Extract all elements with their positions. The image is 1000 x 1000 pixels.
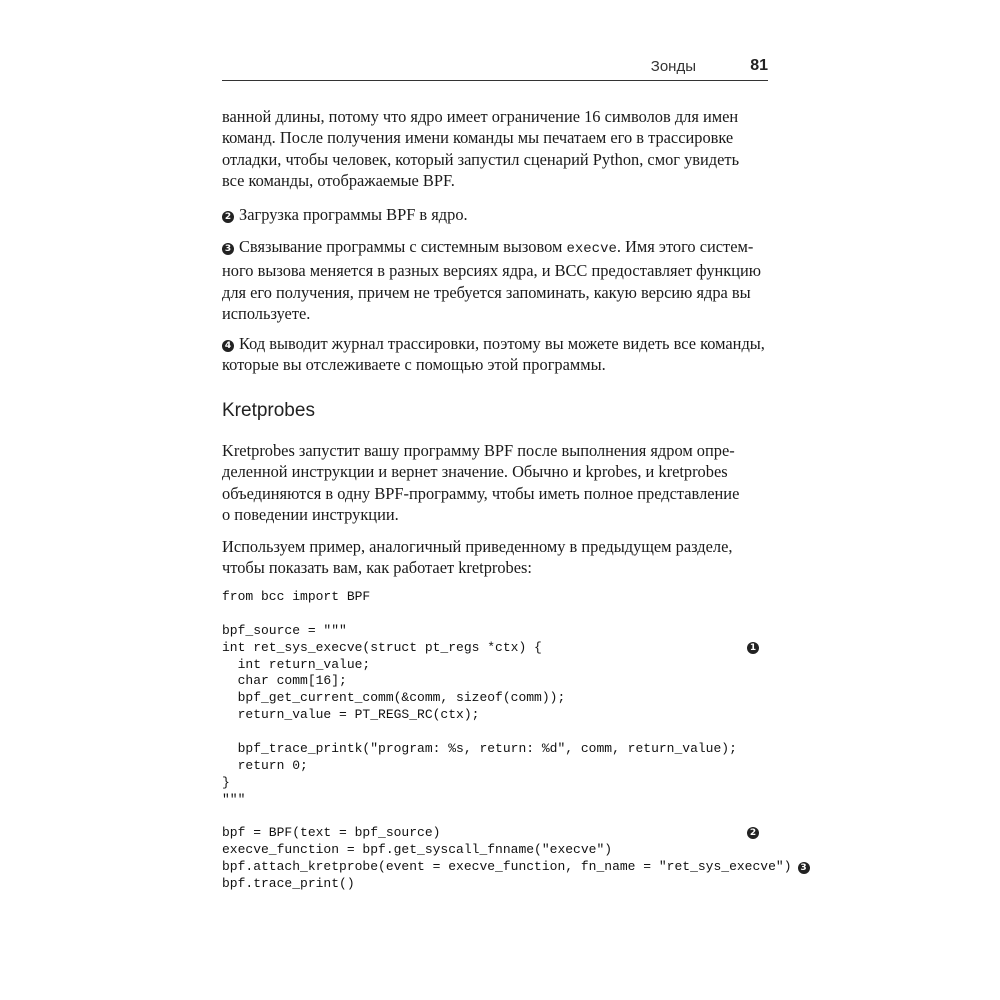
note-text: которые вы отслеживаете с помощью этой программы. bbox=[222, 355, 606, 375]
code-text: int ret_sys_execve(struct pt_regs *ctx) { bbox=[222, 639, 542, 655]
code-line bbox=[222, 623, 768, 640]
code-line bbox=[222, 758, 768, 775]
code-line bbox=[222, 606, 768, 623]
code-line bbox=[222, 741, 768, 758]
text-line: Kretprobes запустит вашу программу BPF после выполнения ядром опре- bbox=[222, 441, 735, 460]
code-line bbox=[222, 707, 768, 724]
text-line: Используем пример, аналогичный приведенному в предыдущем разделе, bbox=[222, 537, 733, 556]
code-text: from bcc import BPF bbox=[222, 589, 371, 604]
code-line bbox=[222, 690, 768, 707]
code-line bbox=[222, 876, 768, 893]
text-line: чтобы показать вам, как работает kretprobes: bbox=[222, 558, 532, 578]
running-header-title: Зонды bbox=[650, 58, 696, 75]
code-text: bpf.trace_print() bbox=[222, 876, 355, 892]
code-line bbox=[222, 724, 768, 741]
note-text: ного вызова меняется в разных версиях ядра, и BCC предоставляет функцию bbox=[222, 261, 762, 281]
inline-code-execve: execve bbox=[566, 241, 617, 257]
code-line bbox=[222, 809, 768, 826]
text-line: о поведении инструкции. bbox=[222, 504, 399, 524]
code-listing bbox=[222, 589, 807, 893]
code-line bbox=[222, 640, 768, 657]
note-text: Связывание программы с системным вызовом bbox=[239, 237, 567, 256]
code-line bbox=[222, 825, 768, 842]
text-line: деленной инструкции и вернет значение. Обычно и kprobes, и kretprobes bbox=[222, 462, 728, 482]
code-line bbox=[222, 859, 807, 876]
page-number: 81 bbox=[750, 57, 768, 74]
code-text: int return_value; bbox=[222, 656, 371, 672]
note-3 bbox=[222, 236, 770, 324]
code-line bbox=[222, 657, 768, 674]
code-text: bpf_trace_printk("program: %s, return: %d", comm, return_value); bbox=[222, 741, 737, 757]
callout-2-icon: 2 bbox=[222, 211, 234, 223]
note-text: для его получения, причем не требуется запоминать, какую версию ядра вы bbox=[222, 282, 751, 302]
text-line: команд. После получения имени команды мы печатаем его в трассировке bbox=[222, 128, 734, 148]
note-4 bbox=[222, 333, 770, 376]
running-header bbox=[222, 52, 768, 81]
text-line: все команды, отображаемые BPF. bbox=[222, 170, 455, 190]
callout-3-icon: 3 bbox=[222, 243, 234, 255]
code-text: } bbox=[222, 774, 230, 790]
code-text: return_value = PT_REGS_RC(ctx); bbox=[222, 707, 480, 723]
code-text: return 0; bbox=[222, 757, 308, 773]
code-text: bpf = BPF(text = bpf_source) bbox=[222, 825, 441, 841]
code-text: bpf_get_current_comm(&comm, sizeof(comm)); bbox=[222, 690, 566, 706]
code-line bbox=[222, 842, 768, 859]
callout-1-icon: 1 bbox=[747, 642, 759, 654]
code-line bbox=[222, 792, 768, 809]
section-heading: Kretprobes bbox=[222, 400, 315, 421]
note-text: . Имя этого систем- bbox=[616, 237, 754, 256]
text-line: ванной длины, потому что ядро имеет ограничение 16 символов для имен bbox=[222, 107, 739, 126]
text-line: объединяются в одну BPF-программу, чтобы иметь полное представление bbox=[222, 483, 740, 503]
callout-3-icon: 3 bbox=[798, 862, 810, 874]
code-text: char comm[16]; bbox=[222, 673, 347, 689]
text-line: отладки, чтобы человек, который запустил сценарий Python, смог увидеть bbox=[222, 149, 740, 169]
code-text: """ bbox=[222, 791, 246, 807]
note-text: Код выводит журнал трассировки, поэтому вы можете видеть все команды, bbox=[239, 334, 765, 353]
note-2 bbox=[222, 204, 770, 225]
code-line bbox=[222, 673, 768, 690]
code-line bbox=[222, 775, 768, 792]
code-text: bpf.attach_kretprobe(event = execve_function, fn_name = "ret_sys_execve") bbox=[222, 859, 792, 875]
intro-paragraph bbox=[222, 106, 770, 191]
note-text: используете. bbox=[222, 303, 311, 323]
section-paragraph-2 bbox=[222, 536, 770, 579]
callout-4-icon: 4 bbox=[222, 340, 234, 352]
code-line bbox=[222, 589, 768, 606]
code-text: bpf_source = """ bbox=[222, 622, 347, 638]
code-text: execve_function = bpf.get_syscall_fnname("execve") bbox=[222, 842, 613, 858]
section-paragraph-1 bbox=[222, 440, 770, 525]
callout-2-icon: 2 bbox=[747, 827, 759, 839]
note-text: Загрузка программы BPF в ядро. bbox=[239, 205, 468, 224]
